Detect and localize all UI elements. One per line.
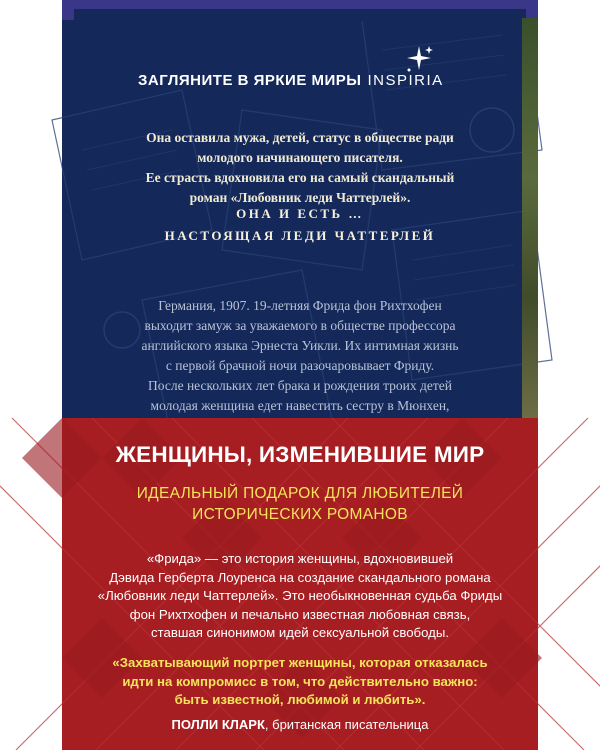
tagline-2: НАСТОЯЩАЯ ЛЕДИ ЧАТТЕРЛЕЙ: [164, 228, 436, 243]
blue-panel: [62, 0, 538, 418]
story-text: [108, 296, 492, 436]
series-brand: [138, 72, 444, 89]
tagline-1: ОНА И ЕСТЬ …: [236, 206, 364, 221]
banner-heading: ЖЕНЩИНЫ, ИЗМЕНИВШИЕ МИР: [115, 442, 485, 467]
subheading-line: ИДЕАЛЬНЫЙ ПОДАРОК ДЛЯ ЛЮБИТЕЛЕЙ: [136, 485, 464, 502]
sparkle-icon: [404, 44, 434, 74]
quote-line: идти на компромисс в том, что действительно важно:: [122, 673, 478, 689]
series-title: ЗАГЛЯНИТЕ В ЯРКИЕ МИРЫ: [138, 72, 362, 89]
description-line: ставшая синонимом идей сексуальной свободы.: [151, 625, 449, 640]
review-quote: [76, 654, 524, 710]
banner-description: [76, 550, 524, 643]
blurb: [122, 128, 478, 208]
description-line: фон Рихтхофен и печально известная любовная связь,: [129, 606, 471, 622]
blurb-line: Она оставила мужа, детей, статус в обществе ради: [146, 130, 454, 145]
author-description: , британская писательница: [264, 717, 429, 732]
subheading-line: ИСТОРИЧЕСКИХ РОМАНОВ: [192, 506, 408, 523]
quote-line: «Захватывающий портрет женщины, которая отказалась: [112, 655, 488, 670]
story-line: с первой брачной ночи разочаровывает Фриду.: [165, 358, 435, 373]
book-back-cover: [62, 0, 538, 750]
imprint-name: INSPIRIA: [367, 72, 444, 89]
story-line: молодая женщина едет навестить сестру в Мюнхен,: [150, 398, 450, 413]
front-cover-edge: [522, 18, 538, 418]
blurb-line: Ее страсть вдохновила его на самый скандальный: [145, 170, 455, 185]
banner-subheading: [62, 483, 538, 525]
quote-line: быть известной, любимой и любить».: [174, 692, 426, 707]
description-line: «Любовник леди Чаттерлей». Это необыкновенная судьба Фриды: [97, 588, 503, 603]
story-line: английского языка Эрнеста Уикли. Их интимная жизнь: [141, 338, 459, 353]
blurb-line: молодого начинающего писателя.: [197, 150, 403, 165]
description-line: «Фрида» — это история женщины, вдохновившей: [146, 551, 454, 566]
quote-author: [62, 717, 538, 732]
story-line: После нескольких лет брака и рождения троих детей: [148, 378, 452, 393]
blurb-line: роман «Любовник леди Чаттерлей».: [189, 190, 411, 205]
description-line: Дэвида Герберта Лоуренса на создание скандального романа: [109, 569, 491, 585]
story-line: выходит замуж за уважаемого в обществе профессора: [144, 318, 456, 333]
story-line: Германия, 1907. 19-летняя Фрида фон Рихтхофен: [158, 298, 442, 313]
top-tab: [62, 0, 538, 20]
author-name: ПОЛЛИ КЛАРК: [171, 717, 265, 732]
